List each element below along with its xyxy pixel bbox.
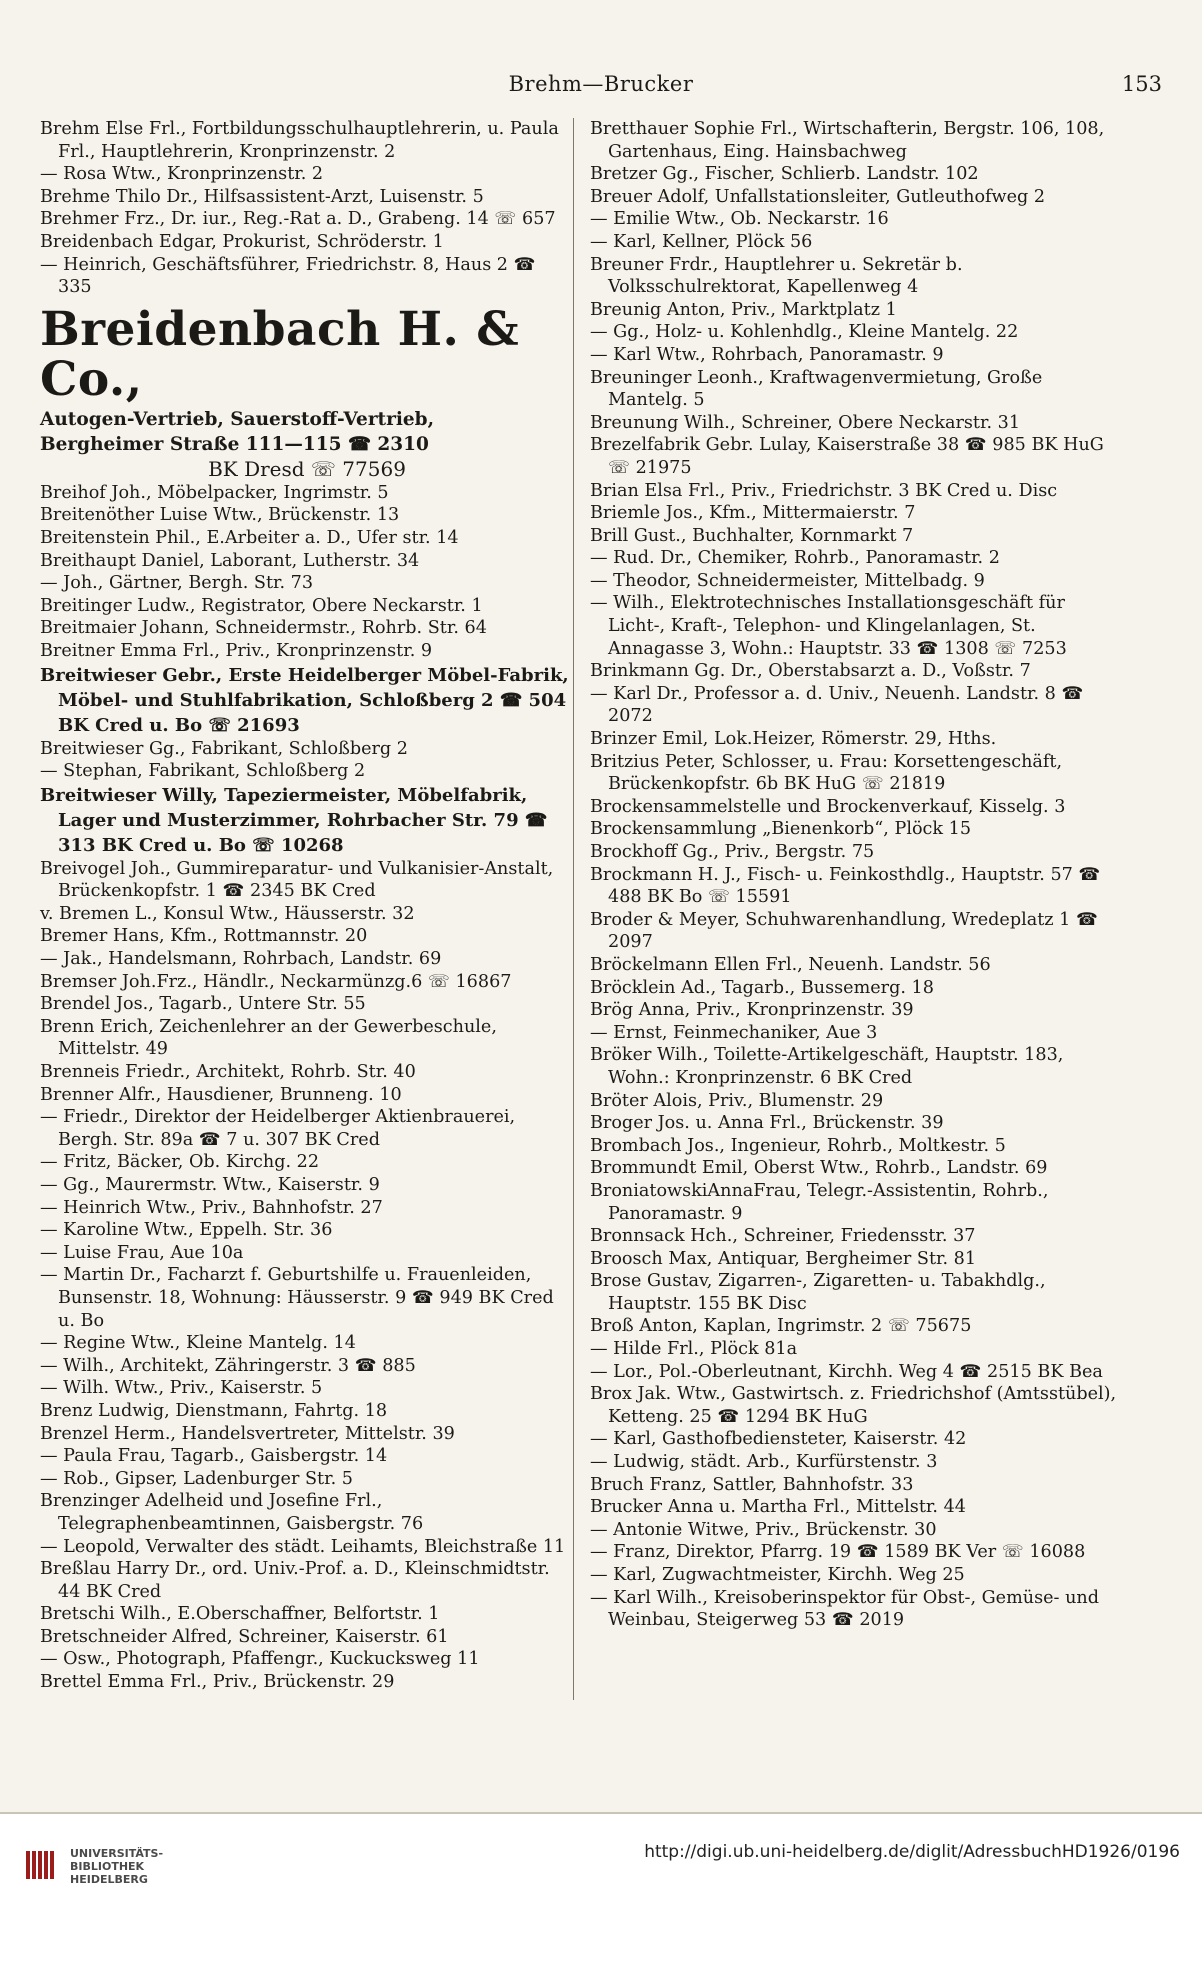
directory-entry: — Regine Wtw., Kleine Mantelg. 14 bbox=[40, 1333, 356, 1354]
directory-entry: Brenz Ludwig, Dienstmann, Fahrtg. 18 bbox=[40, 1400, 388, 1421]
directory-entry: — Karl, Kellner, Plöck 56 bbox=[590, 231, 813, 252]
directory-entry: Bretschi Wilh., E.Oberschaffner, Belfortstr. 1 bbox=[40, 1604, 440, 1625]
directory-entry: Brian Elsa Frl., Priv., Friedrichstr. 3 BK Cred u. Disc bbox=[590, 480, 1058, 501]
directory-entry: Breivogel Joh., Gummireparatur- und Vulkanisier-Anstalt, Brückenkopfstr. 1 ☎ 2345 BK Cred bbox=[40, 858, 554, 902]
directory-entry: Brockhoff Gg., Priv., Bergstr. 75 bbox=[590, 842, 875, 862]
directory-entry: Brehm Else Frl., Fortbildungsschulhauptlehrerin, u. Paula Frl., Hauptlehrerin, Kronprinzenstr. 2 bbox=[40, 119, 559, 162]
directory-entry: — Hilde Frl., Plöck 81a bbox=[590, 1339, 798, 1360]
directory-entry: — Karl Dr., Professor a. d. Univ., Neuenh. Landstr. 8 ☎ 2072 bbox=[590, 683, 1084, 727]
ad-breidenbach-line1: Autogen-Vertrieb, Sauerstoff-Vertrieb, bbox=[40, 408, 435, 430]
directory-entry: Brockmann H. J., Fisch- u. Feinkosthdlg., Hauptstr. 57 ☎ 488 BK Bo ☏ 15591 bbox=[590, 864, 1101, 908]
directory-entry: — Emilie Wtw., Ob. Neckarstr. 16 bbox=[590, 209, 889, 230]
directory-entry: Bröcklein Ad., Tagarb., Bussemerg. 18 bbox=[590, 977, 934, 998]
directory-entry: — Paula Frau, Tagarb., Gaisbergstr. 14 bbox=[40, 1446, 388, 1467]
directory-entry: Bretschneider Alfred, Schreiner, Kaiserstr. 61 bbox=[40, 1626, 449, 1647]
directory-entry: Bröter Alois, Priv., Blumenstr. 29 bbox=[590, 1090, 884, 1111]
directory-entry: Breßlau Harry Dr., ord. Univ.-Prof. a. D., Kleinschmidtstr. 44 BK Cred bbox=[40, 1559, 550, 1602]
directory-entry: Brenn Erich, Zeichenlehrer an der Gewerbeschule, Mittelstr. 49 bbox=[40, 1016, 497, 1060]
directory-entry: — Wilh., Architekt, Zähringerstr. 3 ☎ 885 bbox=[40, 1355, 416, 1376]
directory-entry: Breithaupt Daniel, Laborant, Lutherstr. 34 bbox=[40, 550, 420, 571]
directory-entry: — Gg., Holz- u. Kohlenhdlg., Kleine Mantelg. 22 bbox=[590, 322, 1019, 343]
directory-entry: Breuner Frdr., Hauptlehrer u. Sekretär b. Volksschulrektorat, Kapellenweg 4 bbox=[590, 254, 963, 298]
left-column bbox=[40, 118, 574, 1694]
directory-entry: — Franz, Direktor, Pfarrg. 19 ☎ 1589 BK Ver ☏ 16088 bbox=[590, 1542, 1086, 1563]
page-number: 153 bbox=[1121, 72, 1162, 96]
directory-entry: Bremser Joh.Frz., Händlr., Neckarmünzg.6 ☏ 16867 bbox=[40, 971, 512, 992]
directory-entry: Brombach Jos., Ingenieur, Rohrb., Moltkestr. 5 bbox=[590, 1135, 1006, 1156]
directory-entry: Breitner Emma Frl., Priv., Kronprinzenstr. 9 bbox=[40, 640, 433, 661]
ad-breidenbach-line3: BK Dresd ☏ 77569 bbox=[208, 456, 406, 481]
directory-entry: Brenzel Herm., Handelsvertreter, Mittelstr. 39 bbox=[40, 1423, 455, 1444]
directory-entry: Bronnsack Hch., Schreiner, Friedensstr. 37 bbox=[590, 1226, 976, 1247]
directory-entry: Broder & Meyer, Schuhwarenhandlung, Wredeplatz 1 ☎ 2097 bbox=[590, 909, 1098, 953]
directory-entry: Brockensammelstelle und Brockenverkauf, Kisselg. 3 bbox=[590, 796, 1066, 817]
directory-entry: Brenneis Friedr., Architekt, Rohrb. Str. 40 bbox=[40, 1062, 416, 1083]
directory-entry: Brenner Alfr., Hausdiener, Brunneng. 10 bbox=[40, 1084, 402, 1105]
directory-entry: — Karoline Wtw., Eppelh. Str. 36 bbox=[40, 1220, 333, 1241]
directory-entry: Breitenstein Phil., E.Arbeiter a. D., Ufer str. 14 bbox=[40, 527, 459, 548]
directory-entry: Broger Jos. u. Anna Frl., Brückenstr. 39 bbox=[590, 1113, 944, 1134]
directory-entry: — Ludwig, städt. Arb., Kurfürstenstr. 3 bbox=[590, 1452, 938, 1473]
directory-entry: v. Bremen L., Konsul Wtw., Häusserstr. 32 bbox=[40, 903, 415, 924]
directory-entry: — Osw., Photograph, Pfaffengr., Kuckucksweg 11 bbox=[40, 1649, 480, 1670]
directory-entry: Brox Jak. Wtw., Gastwirtsch. z. Friedrichshof (Amtsstübel), Ketteng. 25 ☎ 1294 BK HuG bbox=[590, 1384, 1117, 1427]
directory-entry: Bretzer Gg., Fischer, Schlierb. Landstr. 102 bbox=[590, 164, 979, 185]
directory-entry: — Heinrich Wtw., Priv., Bahnhofstr. 27 bbox=[40, 1197, 383, 1218]
directory-entry: Brehme Thilo Dr., Hilfsassistent-Arzt, Luisenstr. 5 bbox=[40, 186, 484, 207]
directory-entry: Brenzinger Adelheid und Josefine Frl., Telegraphenbeamtinnen, Gaisbergstr. 76 bbox=[40, 1491, 424, 1534]
directory-entry: — Luise Frau, Aue 10a bbox=[40, 1242, 244, 1263]
column-divider bbox=[573, 118, 574, 1700]
footer bbox=[0, 1814, 1202, 1975]
directory-entry: — Rob., Gipser, Ladenburger Str. 5 bbox=[40, 1468, 353, 1489]
directory-entry: — Leopold, Verwalter des städt. Leihamts, Bleichstraße 11 bbox=[40, 1536, 566, 1557]
directory-entry: — Jak., Handelsmann, Rohrbach, Landstr. 69 bbox=[40, 949, 442, 970]
directory-entry: BroniatowskiAnnaFrau, Telegr.-Assistentin, Rohrb., Panoramastr. 9 bbox=[590, 1180, 1049, 1224]
directory-entry: Bremer Hans, Kfm., Rottmannstr. 20 bbox=[40, 926, 368, 947]
directory-entry: Brehmer Frz., Dr. iur., Reg.-Rat a. D., Grabeng. 14 ☏ 657 bbox=[40, 209, 556, 230]
directory-entry: Brinkmann Gg. Dr., Oberstabsarzt a. D., Voßstr. 7 bbox=[590, 661, 1031, 682]
directory-entry: — Stephan, Fabrikant, Schloßberg 2 bbox=[40, 761, 366, 782]
directory-entry: Brose Gustav, Zigarren-, Zigaretten- u. Tabakhdlg., Hauptstr. 155 BK Disc bbox=[590, 1271, 1046, 1314]
directory-entry: Brommundt Emil, Oberst Wtw., Rohrb., Landstr. 69 bbox=[590, 1158, 1048, 1179]
directory-entry: Breitenöther Luise Wtw., Brückenstr. 13 bbox=[40, 505, 400, 526]
directory-entry: Bretthauer Sophie Frl., Wirtschafterin, Bergstr. 106, 108, Gartenhaus, Eing. Hainsbachweg bbox=[590, 119, 1105, 162]
directory-entry: — Antonie Witwe, Priv., Brückenstr. 30 bbox=[590, 1519, 937, 1540]
directory-entry: Bröckelmann Ellen Frl., Neuenh. Landstr. 56 bbox=[590, 954, 991, 975]
directory-entry: Briemle Jos., Kfm., Mittermaierstr. 7 bbox=[590, 503, 916, 524]
directory-entry: Brill Gust., Buchhalter, Kornmarkt 7 bbox=[590, 525, 914, 546]
directory-entry: — Rud. Dr., Chemiker, Rohrb., Panoramastr. 2 bbox=[590, 548, 1000, 569]
directory-entry: — Fritz, Bäcker, Ob. Kirchg. 22 bbox=[40, 1152, 320, 1173]
directory-entry: — Lor., Pol.-Oberleutnant, Kirchh. Weg 4 ☎ 2515 BK Bea bbox=[590, 1361, 1103, 1382]
directory-entry: — Gg., Maurermstr. Wtw., Kaiserstr. 9 bbox=[40, 1175, 380, 1195]
directory-entry: Bruch Franz, Sattler, Bahnhofstr. 33 bbox=[590, 1474, 914, 1495]
source-url[interactable]: http://digi.ub.uni-heidelberg.de/diglit/AdressbuchHD1926/0196 bbox=[644, 1842, 1180, 1862]
directory-entry: — Karl Wilh., Kreisoberinspektor für Obst-, Gemüse- und Weinbau, Steigerweg 53 ☎ 2019 bbox=[590, 1587, 1100, 1631]
directory-entry: — Wilh., Elektrotechnisches Installationsgeschäft für Licht-, Kraft-, Telephon- und Klingelanlagen, St. Annagasse 3, Wohn.: Hauptstr. 33 ☎ 1308 ☏ 7253 bbox=[590, 593, 1067, 659]
directory-entry: — Ernst, Feinmechaniker, Aue 3 bbox=[590, 1022, 878, 1043]
directory-entry: Breitmaier Johann, Schneidermstr., Rohrb. Str. 64 bbox=[40, 618, 487, 639]
directory-entry: Breunig Anton, Priv., Marktplatz 1 bbox=[590, 299, 897, 320]
directory-entry: Breidenbach Edgar, Prokurist, Schröderstr. 1 bbox=[40, 231, 444, 252]
library-name: UNIVERSITÄTS- BIBLIOTHEK HEIDELBERG bbox=[70, 1847, 164, 1886]
ad-breidenbach-title: Breidenbach H. & Co., bbox=[40, 301, 520, 407]
directory-entry: Britzius Peter, Schlosser, u. Frau: Korsettengeschäft, Brückenkopfstr. 6b BK HuG ☏ 21819 bbox=[590, 751, 1063, 795]
directory-entry: — Joh., Gärtner, Bergh. Str. 73 bbox=[40, 573, 314, 594]
directory-entry: Brockensammlung „Bienenkorb“, Plöck 15 bbox=[590, 819, 972, 840]
directory-entry: Brezelfabrik Gebr. Lulay, Kaiserstraße 38 ☎ 985 BK HuG ☏ 21975 bbox=[590, 435, 1104, 478]
directory-entry: Bröker Wilh., Toilette-Artikelgeschäft, Hauptstr. 183, Wohn.: Kronprinzenstr. 6 BK Cred bbox=[590, 1045, 1064, 1088]
directory-entry: Breuninger Leonh., Kraftwagenvermietung, Große Mantelg. 5 bbox=[590, 367, 1043, 411]
directory-entry: Broß Anton, Kaplan, Ingrimstr. 2 ☏ 75675 bbox=[590, 1316, 972, 1337]
directory-entry: Brucker Anna u. Martha Frl., Mittelstr. 44 bbox=[590, 1497, 966, 1518]
directory-entry: — Martin Dr., Facharzt f. Geburtshilfe u. Frauenleiden, Bunsenstr. 18, Wohnung: Häusserstr. 9 ☎ 949 BK Cred u. Bo bbox=[40, 1265, 554, 1331]
ad-breitwieser-gebr: Breitwieser Gebr., Erste Heidelberger Möbel-Fabrik, Möbel- und Stuhlfabrikation, Schloßberg 2 ☎ 504 BK Cred u. Bo ☏ 21693 bbox=[40, 664, 569, 736]
directory-entry: — Heinrich, Geschäftsführer, Friedrichstr. 8, Haus 2 ☎ 335 bbox=[40, 254, 536, 298]
directory-entry: Breitinger Ludw., Registrator, Obere Neckarstr. 1 bbox=[40, 595, 483, 616]
directory-entry: — Karl Wtw., Rohrbach, Panoramastr. 9 bbox=[590, 344, 944, 365]
directory-entry: Breunung Wilh., Schreiner, Obere Neckarstr. 31 bbox=[590, 412, 1021, 433]
directory-entry: — Theodor, Schneidermeister, Mittelbadg. 9 bbox=[590, 570, 985, 591]
directory-entry: Breuer Adolf, Unfallstationsleiter, Gutleuthofweg 2 bbox=[590, 186, 1046, 207]
directory-entry: — Karl, Zugwachtmeister, Kirchh. Weg 25 bbox=[590, 1565, 965, 1585]
directory-entry: Brög Anna, Priv., Kronprinzenstr. 39 bbox=[590, 1000, 914, 1021]
directory-entry: Broosch Max, Antiquar, Bergheimer Str. 81 bbox=[590, 1248, 977, 1269]
directory-entry: Breihof Joh., Möbelpacker, Ingrimstr. 5 bbox=[40, 482, 389, 503]
directory-entry: — Friedr., Direktor der Heidelberger Aktienbrauerei, Bergh. Str. 89a ☎ 7 u. 307 BK Cred bbox=[40, 1107, 516, 1150]
running-head bbox=[40, 72, 1162, 102]
directory-entry: Brendel Jos., Tagarb., Untere Str. 55 bbox=[40, 994, 366, 1015]
ad-breidenbach-line2: Bergheimer Straße 111—115 ☎ 2310 bbox=[40, 433, 429, 455]
directory-entry: Brinzer Emil, Lok.Heizer, Römerstr. 29, Hths. bbox=[590, 729, 997, 750]
page-title: Brehm—Brucker bbox=[508, 72, 694, 96]
right-column bbox=[590, 118, 1124, 1632]
directory-entry: Breitwieser Gg., Fabrikant, Schloßberg 2 bbox=[40, 738, 408, 759]
directory-entry: — Rosa Wtw., Kronprinzenstr. 2 bbox=[40, 164, 324, 185]
directory-entry: — Wilh. Wtw., Priv., Kaiserstr. 5 bbox=[40, 1378, 323, 1399]
library-logo-icon bbox=[24, 1847, 60, 1883]
directory-entry: — Karl, Gasthofbediensteter, Kaiserstr. 42 bbox=[590, 1429, 967, 1450]
directory-entry: Brettel Emma Frl., Priv., Brückenstr. 29 bbox=[40, 1672, 395, 1693]
ad-breitwieser-willy: Breitwieser Willy, Tapeziermeister, Möbelfabrik, Lager und Musterzimmer, Rohrbacher Str. 79 ☎ 313 BK Cred u. Bo ☏ 10268 bbox=[40, 784, 548, 856]
